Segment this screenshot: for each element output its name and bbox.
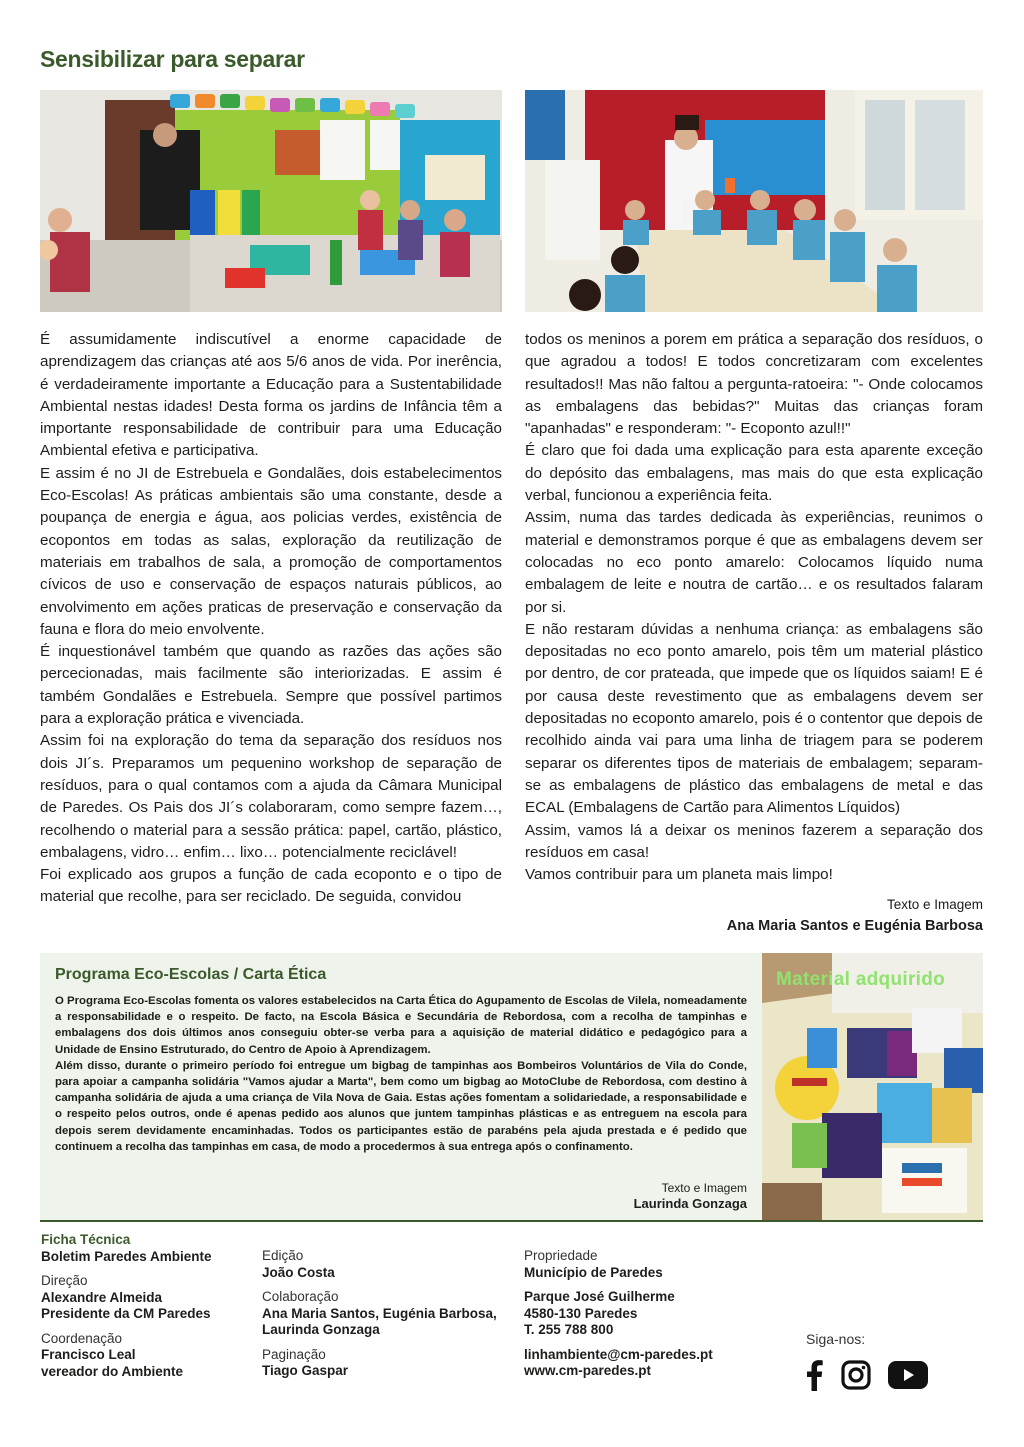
coordenacao-name: Francisco Leal <box>41 1347 136 1362</box>
colaboracao-names: Ana Maria Santos, Eugénia Barbosa, <box>262 1305 497 1321</box>
coordenacao-role: vereador do Ambiente <box>41 1363 184 1379</box>
article-paragraph: É assumidamente indiscutível a enorme capacidade de aprendizagem das crianças até aos 5/6 anos de vida. Por inerência, é verdadeiramente importante a Educação para a Sustentabilidade Ambiental nestas idades! Desta forma os jardins de Infância têm a importante responsabilidade de contribuir para uma Educação Ambiental efetiva e participativa. <box>40 331 502 460</box>
article-paragraph: Assim foi na exploração do tema da separação dos resíduos nos dois JI´s. Preparamos um pequenino workshop de separação de resíduos, para o qual contamos com a ajuda da Câmara Municipal de Paredes. Os Pais dos JI´s colaboraram, como sempre fazem…, recolhendo o material para a sessão prática: papel, cartão, plástico, embalagens, vidro… enfim… lixo… potencialmente reciclável! <box>40 732 502 861</box>
eco-credit-label: Texto e Imagem <box>661 1181 747 1195</box>
material-photo-caption: Material adquirido <box>776 969 946 990</box>
edicao-name: João Costa <box>262 1264 335 1280</box>
footer-edition-column <box>262 1248 497 1388</box>
eco-credit-name: Laurinda Gonzaga <box>633 1196 747 1211</box>
propriedade-name: Município de Paredes <box>524 1264 663 1280</box>
article-paragraph: É inquestionável também que quando as razões das ações são percecionadas, mais facilmente são interiorizadas. E assim é também Gondalães e Estrebuela. Sempre que possível partimos para a exploração prática e vivenciada. <box>40 643 502 728</box>
facebook-icon[interactable] <box>804 1359 824 1391</box>
propriedade-label: Propriedade <box>524 1248 598 1263</box>
colaboracao-names: Laurinda Gonzaga <box>262 1322 380 1337</box>
article-paragraph: É claro que foi dada uma explicação para esta aparente exceção do depósito das embalagens, mas mais do que esta explicação verbal, funcionou a experiência feita. <box>525 442 983 505</box>
publication-name: Boletim Paredes Ambiente <box>41 1248 212 1264</box>
colaboracao-label: Colaboração <box>262 1289 339 1304</box>
youtube-icon[interactable] <box>888 1359 928 1391</box>
teacher-experiment-photo <box>525 90 983 312</box>
eco-box-text <box>55 993 747 1155</box>
article-credit-label: Texto e Imagem <box>886 897 983 912</box>
phone-number: T. 255 788 800 <box>524 1322 614 1337</box>
article-column-left <box>40 329 502 909</box>
direcao-role: Presidente da CM Paredes <box>41 1306 211 1321</box>
ficha-tecnica-heading: Ficha Técnica <box>41 1232 131 1247</box>
footer-divider <box>40 1220 983 1222</box>
eco-box-paragraph: O Programa Eco-Escolas fomenta os valores estabelecidos na Carta Ética do Agupamento de Escolas de Vilela, nomeadamente a responsabilidade e o respeito. De facto, na Escola Básica e Secundária de Rebordosa, com a recolha de tampinhas e embalagens dos dois últimos anos conseguiu obter-se verba para a aquisição de material didático e pedagógico para a Unidade de Ensino Estruturado, do Centro de Apoio à Aprendizagem. <box>55 995 747 1056</box>
edicao-label: Edição <box>262 1248 304 1263</box>
article-paragraph: todos os meninos a porem em prática a separação dos resíduos, o que agradou a todos! E todos concretizaram com excelentes resultados!! Mas não faltou a pergunta-ratoeira: "- Onde colocamos as embalagens das bebidas?" Muitas das crianças foram "apanhadas" e responderam: "- Ecoponto azul!!" <box>525 331 983 438</box>
paginacao-label: Paginação <box>262 1346 326 1362</box>
article-paragraph: Assim, vamos lá a deixar os meninos fazerem a separação dos resíduos em casa! <box>525 821 983 861</box>
classroom-workshop-photo <box>40 90 502 312</box>
article-paragraph: E assim é no JI de Estrebuela e Gondalães, dois estabelecimentos Eco-Escolas! As práticas ambientais são uma constante, desde a poupança de energia e água, aos policias verdes, existência de ecopontos em todas as salas, exploração da reutilização de materiais em trabalhos de sala, a promoção de comportamentos cívicos de uso e conservação de espaços naturais públicos, ao envolvimento em ações praticas de preservação e conservação da fauna e flora do meio envolvente. <box>40 464 502 638</box>
address-line: Parque José Guilherme <box>524 1289 675 1304</box>
eco-box-paragraph: Além disso, durante o primeiro período foi entregue um bigbag de tampinhas aos Bombeiros Voluntários de Vila do Conde, para apoiar a campanha solidária "Vamos ajudar a Marta", bem como um bigbag ao MotoClube de Rebordosa, com destino à campanha solidária de ajuda a uma criança de Vila Nova de Gaia. Estas ações fomentam a solidariedade, a responsabilidade e o respeito pelos outros, onde é apenas pedido aos alunos que juntem tampinhas plásticas e as entreguem na escola para depois serem devidamente encaminhadas. Todos os participantes estão de parabéns pela ajuda prestada e é pedido que continuem a recolha das tampinhas em casa, de modo a procedermos à sua entrega após o confinamento. <box>55 1059 747 1153</box>
website-link[interactable]: www.cm-paredes.pt <box>524 1363 652 1378</box>
page-title: Sensibilizar para separar <box>40 46 305 72</box>
article-paragraph: Assim, numa das tardes dedicada às experiências, reunimos o material e demonstramos porque é que as embalagens devem ser colocadas no eco ponto amarelo: Colocamos líquido numa embalagem de leite e noutra de cartão… e os resultados falaram por si. <box>525 509 983 616</box>
eco-escolas-box <box>40 953 762 1221</box>
email-link[interactable]: linhambiente@cm-paredes.pt <box>524 1346 713 1362</box>
follow-us-label: Siga-nos: <box>806 1331 866 1347</box>
article-paragraph: Foi explicado aos grupos a função de cada ecoponto e o tipo de material que recolhe, para ser reciclado. De seguida, convidou <box>40 866 502 906</box>
footer-contact-column <box>524 1248 713 1388</box>
footer-staff-column <box>41 1232 212 1388</box>
paginacao-name: Tiago Gaspar <box>262 1363 349 1378</box>
instagram-icon[interactable] <box>840 1359 872 1391</box>
article-column-right <box>525 329 983 886</box>
article-credit-name: Ana Maria Santos e Eugénia Barbosa <box>726 918 983 934</box>
article-paragraph: Vamos contribuir para um planeta mais limpo! <box>525 866 833 884</box>
material-acquired-photo <box>762 953 983 1221</box>
address-line: 4580-130 Paredes <box>524 1305 638 1321</box>
article-paragraph: E não restaram dúvidas a nenhuma criança: as embalagens são depositadas no eco ponto amarelo, pois têm um material plástico por dentro, de cor prateada, que impede que os líquidos saiam! E é por causa deste revestimento que as embalagens devem ser depositadas no ecoponto amarelo, pois é o contentor que depois de recolhido ainda vai para uma linha de triagem para se poderem separar os diferentes tipos de materiais de embalagem; separam-se as embalagens de plástico das embalagens de metal e das ECAL (Embalagens de Cartão para Alimentos Líquidos) <box>525 620 983 817</box>
direcao-label: Direção <box>41 1273 88 1288</box>
direcao-name: Alexandre Almeida <box>41 1289 163 1305</box>
eco-box-title: Programa Eco-Escolas / Carta Ética <box>55 966 327 983</box>
coordenacao-label: Coordenação <box>41 1330 123 1346</box>
